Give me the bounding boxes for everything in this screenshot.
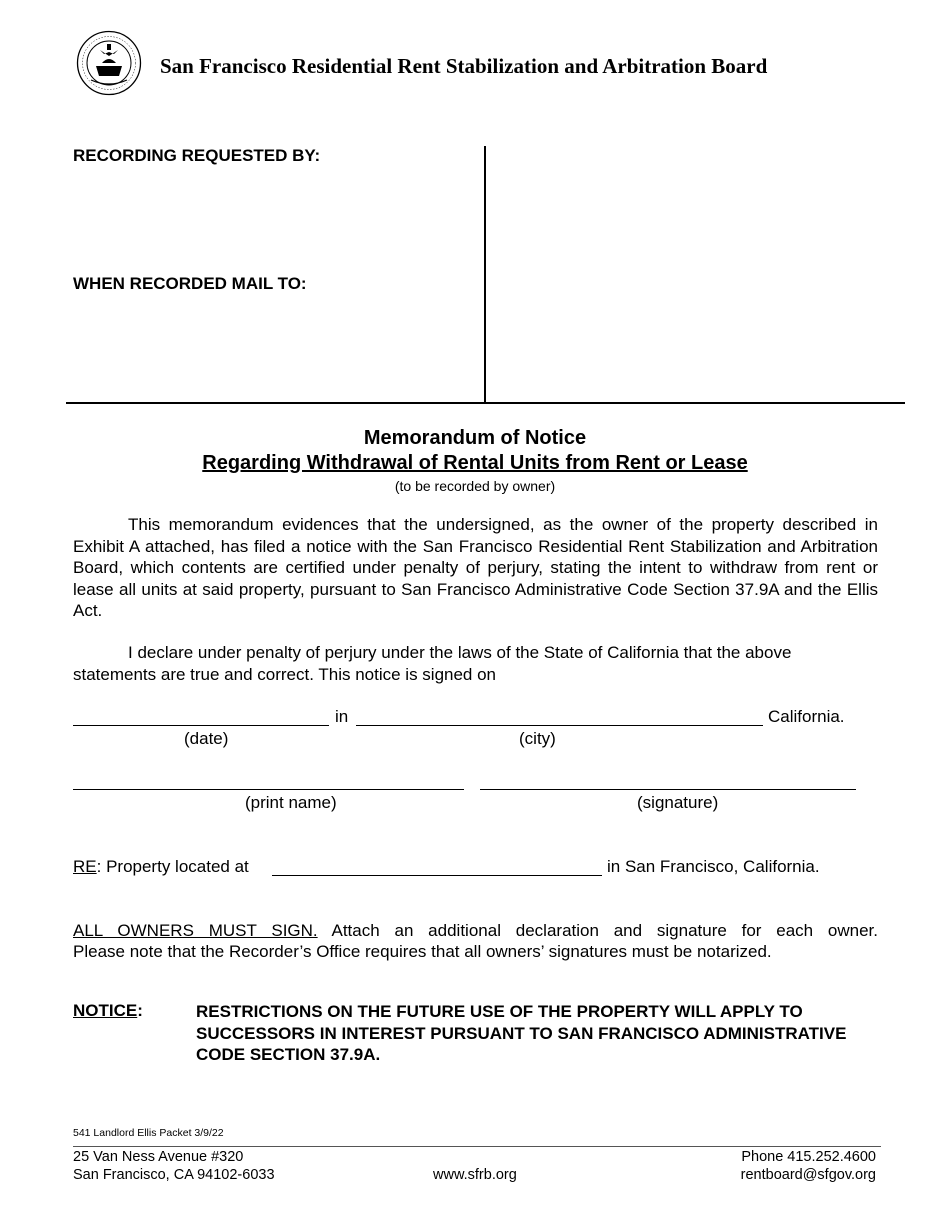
org-name: San Francisco Residential Rent Stabilization and Arbitration Board [160,54,768,78]
signature-caption: (signature) [637,793,719,812]
california-suffix: California. [768,707,845,726]
footer-website[interactable]: www.sfrb.org [433,1167,517,1183]
notice-text: RESTRICTIONS ON THE FUTURE USE OF THE PROPERTY WILL APPLY TO SUCCESSORS IN INTEREST PURSUANT TO SAN FRANCISCO ADMINISTRATIVE CODE SECTION 37.9A. [196,1002,847,1064]
footer-email[interactable]: rentboard@sfgov.org [740,1167,876,1183]
city-caption: (city) [519,729,556,748]
print-name-caption: (print name) [245,793,337,812]
property-address-field-line[interactable] [272,875,602,876]
owners-notarize-line: Please note that the Recorder’s Office requires that all owners’ signatures must be notarized. [73,942,772,961]
footer-divider [73,1146,881,1147]
when-recorded-mail-to-label: WHEN RECORDED MAIL TO: [73,274,307,293]
recording-divider-vertical [484,146,486,403]
notice-label: NOTICE: [73,1001,143,1020]
recorded-by-note: (to be recorded by owner) [394,478,556,494]
city-seal-logo [76,30,142,96]
document-subtitle: Regarding Withdrawal of Rental Units from Rent or Lease [202,452,748,474]
memorandum-paragraph: This memorandum evidences that the undersigned, as the owner of the property described in Exhibit A attached, has filed a notice with the San Francisco Residential Rent Stabilization and Arbitration Board, which contents are certified under penalty of perjury, stating the intent to withdraw from rent or lease all units at said property, pursuant to San Francisco Administrative Code Section 37.9A and the Ellis Act. [73,515,878,620]
owners-must-sign-emphasis: ALL OWNERS MUST SIGN. [73,921,318,940]
city-field-line[interactable] [356,725,763,726]
owners-sign-rest: Attach an additional declaration and signature for each owner. [317,921,878,940]
print-name-field-line[interactable] [73,789,464,790]
re-suffix: in San Francisco, California. [607,857,820,876]
owners-sign-line1 [73,921,878,941]
recording-requested-by-label: RECORDING REQUESTED BY: [73,146,321,165]
document-title: Memorandum of Notice [363,427,587,449]
signature-field-line[interactable] [480,789,856,790]
footer-address-line1: 25 Van Ness Avenue #320 [73,1149,244,1165]
in-word: in [335,707,349,726]
recording-divider-horizontal [66,402,905,404]
re-property-label [73,857,249,877]
re-label-text: : Property located at [96,857,249,876]
date-field-line[interactable] [73,725,329,726]
re-prefix: RE [73,857,97,876]
form-reference: 541 Landlord Ellis Packet 3/9/22 [73,1127,224,1139]
date-caption: (date) [184,729,229,748]
footer-phone: Phone 415.252.4600 [741,1149,876,1165]
footer-address-line2: San Francisco, CA 94102-6033 [73,1167,275,1183]
declaration-paragraph: I declare under penalty of perjury under the laws of the State of California that the above statements are true and correct. This notice is signed on [73,643,792,684]
